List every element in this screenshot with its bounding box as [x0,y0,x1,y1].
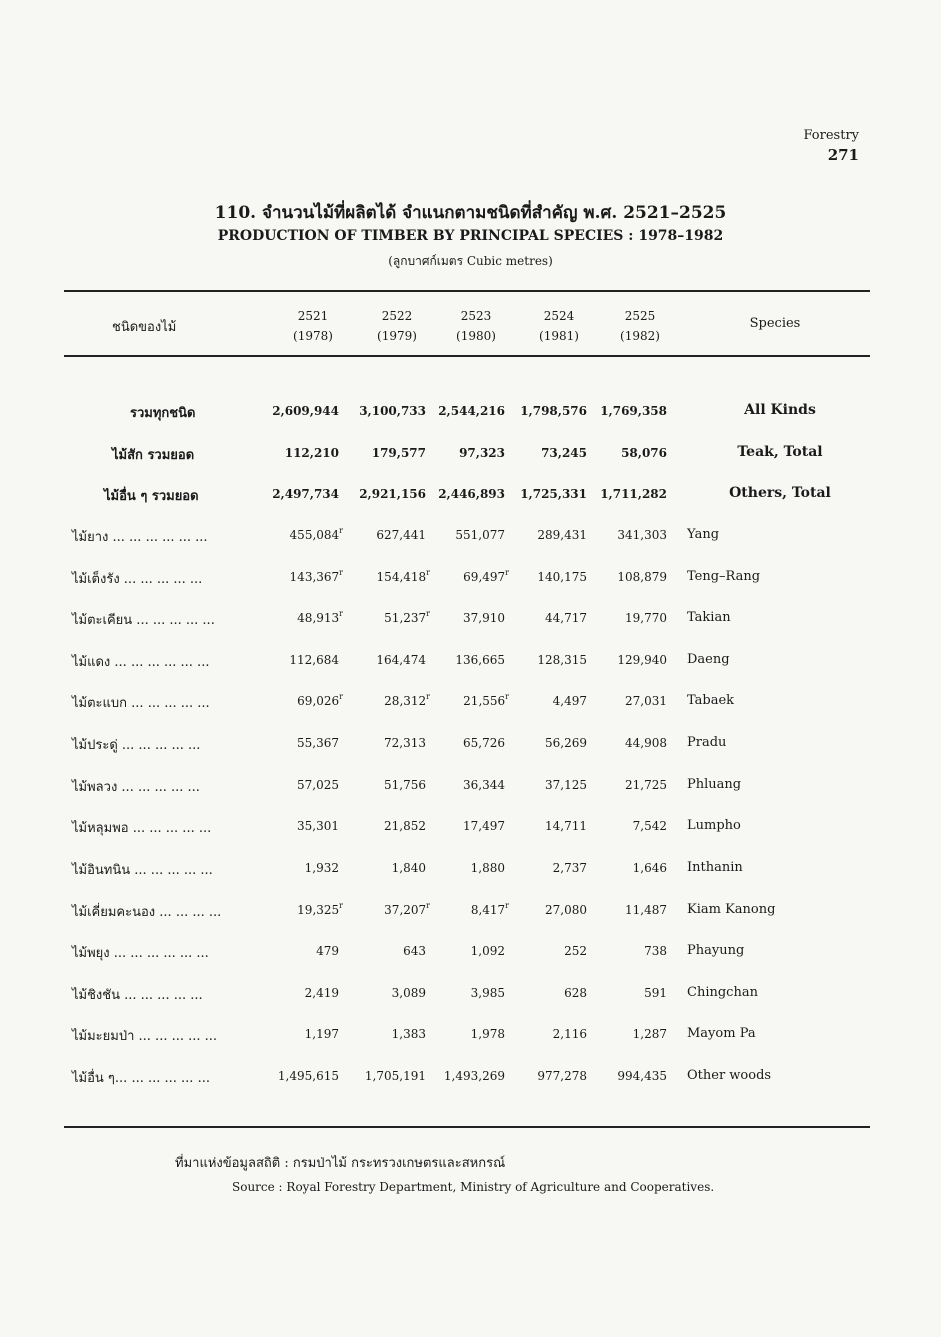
value-text: 1,646 [632,861,667,875]
value-text: 37,207 [384,903,427,917]
row-label-thai: ไม้มะยมป่า ... ... ... ... ... [72,1029,218,1044]
value-text: 3,985 [470,986,505,1000]
value-cell [263,903,343,917]
value-cell [511,944,591,958]
section-label: Forestry [803,128,859,143]
value-cell [263,1027,343,1041]
row-label-thai: ไม้ยาง ... ... ... ... ... ... [72,530,208,545]
value-cell [429,819,509,833]
value-text: 73,245 [541,446,587,460]
page-number: 271 [827,146,859,164]
value-text: 1,711,282 [600,487,667,501]
value-text: 14,711 [545,819,587,833]
value-text: 289,431 [537,528,587,542]
value-text: 1,840 [391,861,426,875]
year-gregorian: (1981) [539,329,579,343]
year-gregorian: (1980) [456,329,496,343]
value-text: 479 [316,944,339,958]
value-cell [429,736,509,750]
row-label-thai: ไม้สัก รวมยอด [112,448,195,463]
row-label-english: Chingchan [687,985,758,1000]
value-text: 1,287 [632,1027,667,1041]
year-thai: 2522 [381,309,413,323]
value-cell [429,1069,509,1083]
row-label-thai: ไม้พลวง ... ... ... ... ... [72,780,200,795]
row-label-english: Other woods [687,1068,772,1083]
year-header-4 [524,306,594,346]
value-cell [263,487,343,501]
value-text: 1,798,576 [520,404,587,418]
value-cell [350,653,430,667]
value-text: 44,908 [625,736,667,750]
value-cell [263,694,343,708]
value-cell [350,986,430,1000]
value-text: 154,418 [376,570,427,584]
row-label-thai: ไม้พยุง ... ... ... ... ... ... [72,946,209,961]
value-cell [511,570,591,584]
value-cell [429,1027,509,1041]
row-label-english: Tabaek [687,693,735,708]
revised-mark: r [505,692,509,701]
value-text: 7,542 [632,819,667,833]
value-text: 179,577 [371,446,426,460]
value-cell [511,1069,591,1083]
value-cell [429,694,509,708]
value-text: 21,852 [384,819,426,833]
value-text: 28,312 [384,694,427,708]
revised-mark: r [339,692,343,701]
value-cell [350,611,430,625]
value-cell [511,986,591,1000]
value-cell [350,736,430,750]
row-label-thai: ไม้ตะเคียน ... ... ... ... ... [72,613,215,628]
value-text: 51,756 [384,778,426,792]
value-text: 58,076 [621,446,667,460]
value-cell [350,487,430,501]
value-text: 143,367 [289,570,340,584]
value-text: 4,497 [552,694,587,708]
value-cell [429,903,509,917]
value-text: 112,684 [289,653,339,667]
value-cell [511,611,591,625]
value-text: 136,665 [455,653,505,667]
value-cell [511,487,591,501]
table-title-thai: 110. จำนวนไม้ที่ผลิตได้ จำแนกตามชนิดที่สำคัญ พ.ศ. 2521–2525 [214,203,727,223]
value-cell [511,404,591,418]
row-label-english: All Kinds [744,402,816,418]
year-header-3 [441,306,511,346]
value-cell [511,778,591,792]
row-label-english: Phayung [687,943,745,958]
year-gregorian: (1978) [293,329,333,343]
top-rule [64,290,870,292]
revised-mark: r [426,901,430,910]
value-cell [350,694,430,708]
value-text: 252 [564,944,587,958]
row-label-english: Yang [687,527,720,542]
row-label-english: Others, Total [729,485,831,501]
value-text: 11,487 [625,903,667,917]
value-cell [591,1069,671,1083]
value-cell [350,1027,430,1041]
row-label-english: Teng–Rang [687,569,761,584]
row-label-english: Daeng [687,652,730,667]
value-text: 8,417 [470,903,506,917]
value-cell [591,694,671,708]
row-label-english: Mayom Pa [687,1026,756,1041]
year-thai: 2524 [543,309,575,323]
value-cell [350,819,430,833]
value-text: 1,092 [470,944,505,958]
row-label-thai: ไม้ตะแบก ... ... ... ... ... [72,696,210,711]
row-label-english: Phluang [687,777,742,792]
value-cell [591,736,671,750]
value-text: 129,940 [617,653,667,667]
value-cell [350,944,430,958]
value-text: 994,435 [617,1069,667,1083]
value-text: 112,210 [284,446,339,460]
value-cell [591,861,671,875]
row-label-thai: รวมทุกชนิด [130,406,196,421]
value-text: 97,323 [459,446,505,460]
value-text: 627,441 [376,528,426,542]
value-cell [591,1027,671,1041]
value-cell [263,404,343,418]
value-cell [591,819,671,833]
value-cell [429,487,509,501]
value-cell [511,528,591,542]
value-text: 628 [564,986,587,1000]
value-cell [511,903,591,917]
revised-mark: r [505,901,509,910]
value-text: 1,495,615 [277,1069,339,1083]
value-text: 27,080 [545,903,587,917]
year-header-5 [605,306,675,346]
value-text: 2,446,893 [438,487,505,501]
value-text: 57,025 [297,778,339,792]
value-text: 977,278 [537,1069,587,1083]
row-label-thai: ไม้เคี่ยมคะนอง ... ... ... ... [72,905,222,920]
value-cell [591,653,671,667]
revised-mark: r [339,568,343,577]
value-text: 72,313 [384,736,426,750]
bottom-rule [64,1126,870,1128]
row-label-thai: ไม้อื่น ๆ... ... ... ... ... ... [72,1071,210,1086]
value-text: 44,717 [545,611,587,625]
value-text: 2,116 [552,1027,587,1041]
revised-mark: r [426,568,430,577]
value-text: 2,921,156 [359,487,426,501]
value-cell [350,778,430,792]
value-text: 37,910 [463,611,505,625]
value-cell [591,528,671,542]
value-cell [591,446,671,460]
value-cell [429,611,509,625]
row-label-thai: ไม้หลุมพอ ... ... ... ... ... [72,821,212,836]
value-text: 2,419 [304,986,339,1000]
value-cell [429,778,509,792]
value-cell [263,653,343,667]
row-label-english: Pradu [687,735,727,750]
value-text: 69,497 [463,570,506,584]
value-cell [350,404,430,418]
value-cell [511,446,591,460]
value-cell [350,528,430,542]
value-text: 1,197 [304,1027,339,1041]
value-cell [263,446,343,460]
value-text: 21,556 [463,694,506,708]
value-cell [591,986,671,1000]
value-cell [511,736,591,750]
row-label-english: Takian [687,610,731,625]
value-cell [429,986,509,1000]
unit-label: (ลูกบาศก์เมตร Cubic metres) [388,254,553,268]
value-text: 140,175 [537,570,587,584]
value-cell [591,903,671,917]
species-header-english: Species [749,316,801,331]
value-text: 21,725 [625,778,667,792]
value-text: 341,303 [617,528,667,542]
value-text: 35,301 [297,819,339,833]
value-cell [591,570,671,584]
value-cell [263,611,343,625]
value-text: 455,084 [289,528,340,542]
revised-mark: r [339,526,343,535]
value-cell [591,778,671,792]
value-text: 108,879 [617,570,667,584]
value-text: 2,737 [552,861,587,875]
year-gregorian: (1979) [377,329,417,343]
value-text: 27,031 [625,694,667,708]
revised-mark: r [339,609,343,618]
value-text: 37,125 [545,778,587,792]
value-text: 591 [644,986,667,1000]
value-text: 17,497 [463,819,505,833]
value-cell [429,653,509,667]
value-cell [263,570,343,584]
value-cell [429,861,509,875]
value-text: 1,493,269 [443,1069,505,1083]
value-text: 3,089 [391,986,426,1000]
value-text: 1,978 [470,1027,505,1041]
value-text: 128,315 [537,653,587,667]
row-label-thai: ไม้แดง ... ... ... ... ... ... [72,655,210,670]
value-cell [263,944,343,958]
value-text: 2,544,216 [438,404,505,418]
revised-mark: r [426,609,430,618]
value-text: 1,769,358 [600,404,667,418]
row-label-english: Lumpho [687,818,741,833]
revised-mark: r [339,901,343,910]
value-cell [350,446,430,460]
value-cell [263,819,343,833]
row-label-thai: ไม้อินทนิน ... ... ... ... ... [72,863,213,878]
source-english: Source : Royal Forestry Department, Ministry of Agriculture and Cooperatives. [232,1180,715,1194]
revised-mark: r [426,692,430,701]
year-header-2 [362,306,432,346]
year-thai: 2521 [297,309,329,323]
value-text: 1,932 [304,861,339,875]
header-rule [64,355,870,357]
value-cell [263,986,343,1000]
value-cell [263,1069,343,1083]
source-thai: ที่มาแห่งข้อมูลสถิติ : กรมป่าไม้ กระทรวงเกษตรและสหกรณ์ [175,1156,506,1171]
value-cell [350,1069,430,1083]
value-text: 48,913 [297,611,340,625]
value-text: 3,100,733 [359,404,426,418]
value-cell [591,944,671,958]
value-cell [511,1027,591,1041]
value-cell [591,611,671,625]
value-cell [350,903,430,917]
value-cell [429,528,509,542]
value-cell [511,694,591,708]
value-cell [511,861,591,875]
value-cell [591,404,671,418]
value-cell [511,653,591,667]
row-label-english: Teak, Total [737,444,823,460]
value-text: 738 [644,944,667,958]
value-text: 65,726 [463,736,505,750]
value-text: 164,474 [376,653,426,667]
value-cell [263,528,343,542]
value-cell [429,404,509,418]
species-header-thai: ชนิดของไม้ [112,320,177,335]
value-text: 643 [403,944,426,958]
row-label-thai: ไม้ชิงชัน ... ... ... ... ... [72,988,203,1003]
value-cell [263,861,343,875]
year-gregorian: (1982) [620,329,660,343]
value-cell [350,861,430,875]
value-cell [263,736,343,750]
year-thai: 2525 [624,309,656,323]
value-text: 1,705,191 [364,1069,426,1083]
value-cell [429,446,509,460]
value-text: 19,770 [625,611,667,625]
value-text: 69,026 [297,694,340,708]
row-label-thai: ไม้ประดู่ ... ... ... ... ... [72,738,201,753]
value-text: 19,325 [297,903,340,917]
value-cell [429,570,509,584]
revised-mark: r [505,568,509,577]
value-text: 1,880 [470,861,505,875]
value-text: 1,725,331 [520,487,587,501]
value-cell [350,570,430,584]
row-label-english: Kiam Kanong [687,902,776,917]
value-text: 2,609,944 [272,404,339,418]
value-text: 51,237 [384,611,427,625]
value-text: 1,383 [391,1027,426,1041]
value-text: 56,269 [545,736,587,750]
year-header-1 [278,306,348,346]
row-label-thai: ไม้อื่น ๆ รวมยอด [104,489,199,504]
value-cell [263,778,343,792]
value-text: 2,497,734 [272,487,339,501]
table-title-english: PRODUCTION OF TIMBER BY PRINCIPAL SPECIES : 1978–1982 [217,228,724,244]
value-text: 36,344 [463,778,505,792]
row-label-english: Inthanin [687,860,743,875]
year-thai: 2523 [460,309,492,323]
value-cell [429,944,509,958]
value-text: 551,077 [455,528,505,542]
value-cell [511,819,591,833]
row-label-thai: ไม้เต็งรัง ... ... ... ... ... [72,572,203,587]
value-cell [591,487,671,501]
value-text: 55,367 [297,736,339,750]
